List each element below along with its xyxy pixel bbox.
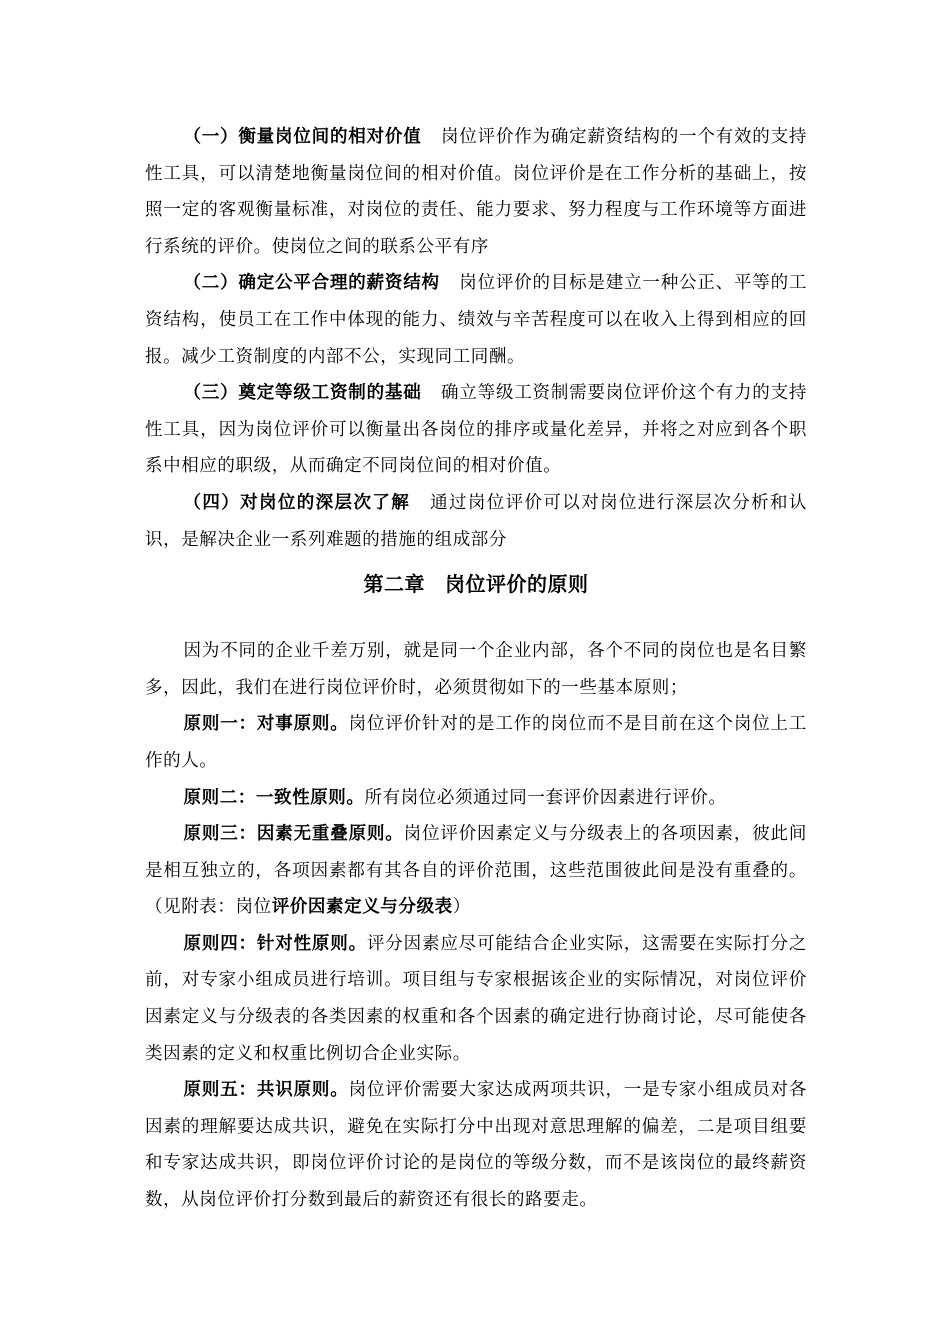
section1-item-2: [145, 265, 807, 375]
document-page: [145, 119, 807, 1219]
chapter-name: 岗位评价的原则: [445, 572, 589, 597]
principle-2: [145, 780, 807, 817]
principle-5: [145, 1072, 807, 1218]
item-text: 岗位评价的目标是建立一种公正、平等的工资结构，使员工在工作中体现的能力、绩效与辛苦程度可以在收入上得到相应的回报。减少工资制度的内部不公，实现同工同酬。: [145, 273, 807, 367]
principle-4: [145, 926, 807, 1072]
section1-item-4: [145, 485, 807, 558]
principle-heading: 原则五：共识原则。: [183, 1080, 349, 1101]
item-heading: （一）衡量岗位间的相对价值: [183, 127, 422, 147]
chapter-intro: 因为不同的企业千差万别，就是同一个企业内部，各个不同的岗位也是名目繁多，因此，我们在进行岗位评价时，必须贯彻如下的一些基本原则；: [145, 641, 807, 698]
principle-1: [145, 706, 807, 779]
principle-text: 岗位评价需要大家达成两项共识，一是专家小组成员对各因素的理解要达成共识，避免在实际打分中出现对意思理解的偏差，二是项目组要和专家达成共识，即岗位评价讨论的是岗位的等级分数，而不是该岗位的最终薪资数，从岗位评价打分数到最后的薪资还有很长的路要走。: [145, 1080, 807, 1211]
chapter-number: 第二章: [363, 572, 425, 597]
section1-item-1: [145, 119, 807, 265]
principle-heading: 原则四：针对性原则。: [183, 933, 367, 954]
item-text: 岗位评价作为确定薪资结构的一个有效的支持性工具，可以清楚地衡量岗位间的相对价值。岗位评价是在工作分析的基础上，按照一定的客观衡量标准，对岗位的责任、能力要求、努力程度与工作环境等方面进行系统的评价。使岗位之间的联系公平有序: [145, 127, 807, 257]
item-text: 确立等级工资制需要岗位评价这个有力的支持性工具，因为岗位评价可以衡量出各岗位的排序或量化差异，并将之对应到各个职系中相应的职级，从而确定不同岗位间的相对价值。: [145, 383, 807, 477]
chapter-title: [145, 558, 807, 613]
principle-reference-end: ）: [452, 897, 471, 918]
principle-text: 评分因素应尽可能结合企业实际，这需要在实际打分之前，对专家小组成员进行培训。项目组与专家根据该企业的实际情况，对岗位评价因素定义与分级表的各类因素的权重和各个因素的确定进行协商讨论，尽可能使各类因素的定义和权重比例切合企业实际。: [145, 933, 807, 1064]
principle-text: 所有岗位必须通过同一套评价因素进行评价。: [364, 787, 727, 808]
principle-heading: 原则一：对事原则。: [183, 714, 349, 735]
principle-text: 岗位评价针对的是工作的岗位而不是目前在这个岗位上工作的人。: [145, 714, 807, 771]
item-heading: （二）确定公平合理的薪资结构: [183, 273, 440, 294]
item-text: 通过岗位评价可以对岗位进行深层次分析和认识，是解决企业一系列难题的措施的组成部分: [145, 492, 807, 550]
principle-reference-bold: 评价因素定义与分级表: [271, 897, 453, 918]
section1-item-3: [145, 375, 807, 485]
principle-text: 岗位评价因素定义与分级表上的各项因素，彼此间是相互独立的，各项因素都有其各自的评价范围，这些范围彼此间是没有重叠的。（见附表：岗位: [145, 824, 808, 918]
principle-heading: 原则二：一致性原则。: [183, 787, 365, 808]
item-heading: （三）奠定等级工资制的基础: [183, 383, 422, 404]
principle-3: [145, 816, 807, 926]
item-heading: （四）对岗位的深层次了解: [183, 492, 411, 513]
principle-heading: 原则三：因素无重叠原则。: [183, 824, 404, 845]
